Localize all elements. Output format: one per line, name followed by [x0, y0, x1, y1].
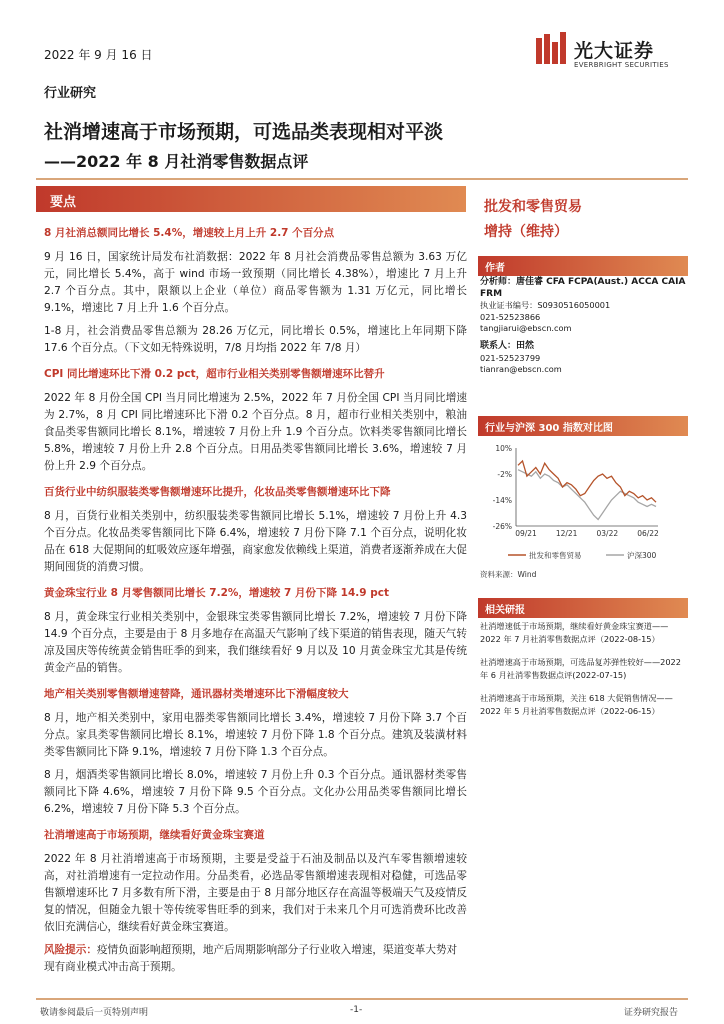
related-label: 相关研报 [485, 605, 525, 616]
y-tick-label: -26% [492, 522, 512, 531]
paragraph: 2022 年 8 月份全国 CPI 当月同比增速为 2.5%，2022 年 7 月份全国 CPI 当月同比增速为 2.7%，8 月 CPI 同比增速环比下滑 0.2 个百分点。8 月，超市行业相关类别中，粮油食品类零售额同比增长 8.1%，增速较 7 月份上升 1.9 个百分点。饮料类零售额同比增长 5.8%，增速较 7 月份上升 2.8 个百分点。日用品类零售额同比增长 3.6%，增速较 7 月份上升 2.9 个百分点。 [44, 392, 467, 472]
author-label: 作者 [485, 263, 505, 274]
paragraph: 8 月，烟酒类零售额同比增长 8.0%，增速较 7 月份上升 0.3 个百分点。通讯器材类零售额同比下降 4.6%，增速较 7 月份下降 9.5 个百分点。文化办公用品类零售额同比增长 6.2%，增速较 7 月份下降 5.3 个百分点。 [44, 769, 467, 815]
license-number: 执业证书编号：S0930516050001 [480, 300, 611, 311]
section-heading: 社消增速高于市场预期，继续看好黄金珠宝赛道 [44, 829, 265, 841]
risk-warning [44, 942, 467, 976]
y-tick-label: -2% [497, 470, 512, 479]
section-heading: CPI 同比增速环比下滑 0.2 pct，超市行业相关类别零售额增速环比替升 [44, 368, 385, 380]
section-heading: 百货行业中纺织服装类零售额增速环比提升，化妆品类零售额增速环比下降 [44, 486, 391, 498]
report-title: 社消增速高于市场预期，可选品类表现相对平淡 [44, 121, 444, 143]
main-content [44, 216, 467, 976]
section-heading: 黄金珠宝行业 8 月零售额同比增长 7.2%，增速较 7 月份下降 14.9 pct [44, 587, 389, 599]
footer-disclaimer: 敬请参阅最后一页特别声明 [40, 1008, 149, 1018]
risk-text: 疫情负面影响超预期，地产后周期影响部分子行业收入增速，渠道变革大势对现有商业模式冲击高于预期。 [44, 944, 458, 973]
section-4 [44, 586, 467, 677]
related-report-item[interactable]: 社消增速高于市场预期，关注 618 大促销售情况——2022 年 5 月社消零售数据点评（2022-06-15） [480, 693, 673, 716]
author-info [480, 277, 690, 376]
chart-banner [478, 416, 688, 436]
paragraph: 1-8 月，社会消费品零售总额为 28.26 万亿元，同比增长 0.5%，增速比上年同期下降 17.6 个百分点。（下文如无特殊说明，7/8 月均指 2022 年 7/8 月） [44, 325, 467, 354]
section-1 [44, 226, 467, 357]
analyst-phone: 021-52523866 [480, 311, 541, 322]
contact-email[interactable]: tianran@ebscn.com [480, 364, 562, 375]
x-tick-label: 03/22 [596, 529, 619, 538]
analyst-line: 分析师：唐佳睿 CFA FCPA(Aust.) ACCA CAIA FRM [480, 277, 686, 299]
legend-label: 沪深300 [627, 551, 657, 560]
industry-rating: 增持（维持） [484, 224, 568, 240]
report-category: 行业研究 [44, 86, 97, 101]
x-tick-label: 12/21 [555, 529, 578, 538]
index-comparison-chart [478, 440, 688, 580]
y-tick-label: -14% [492, 496, 512, 505]
paragraph: 8 月，黄金珠宝行业相关类别中，金银珠宝类零售额同比增长 7.2%，增速较 7 月份下降 14.9 个百分点，主要是由于 8 月多地存在高温天气影响了线下渠道的销售表现，随天气转凉及国庆等传统黄金销售旺季的到来，我们继续看好 9 月以及 10 月黄金珠宝尤其是传统黄金产品的销售。 [44, 611, 467, 674]
y-tick-label: 10% [495, 444, 512, 453]
section-2 [44, 367, 467, 475]
x-tick-label: 09/21 [515, 529, 537, 538]
section-heading: 地产相关类别零售额增速替降，通讯器材类增速环比下滑幅度较大 [44, 688, 349, 700]
paragraph: 2022 年 8 月社消增速高于市场预期，主要是受益于石油及制品以及汽车零售额增速较高，对社消增速有一定拉动作用。分品类看，必选品零售额增速表现相对稳健，可选品零售额增速环比 7 月多数有所下滑，主要是由于 8 月部分地区存在高温等极端天气及疫情反复的情况，但随金九银十等传统零售旺季的到来，我们对于未来几个月可选消费环比改善依旧充满信心，继续看好黄金珠宝赛道。 [44, 853, 467, 933]
paragraph: 8 月，地产相关类别中，家用电器类零售额同比增长 3.4%，增速较 7 月份下降 3.7 个百分点。家具类零售额同比增长 8.1%，增速较 7 月份下降 1.8 个百分点。建筑及装潢材料类零售额同比下降 9.1%，增速较 7 月份下降 1.3 个百分点。 [44, 712, 467, 758]
contact-line: 联系人：田然 [480, 340, 535, 351]
author-banner [478, 256, 688, 276]
related-banner [478, 598, 688, 618]
summary-banner [36, 186, 466, 212]
page-number: -1- [350, 1005, 363, 1015]
analyst-email[interactable]: tangjiarui@ebscn.com [480, 323, 572, 334]
logo-english-name: EVERBRIGHT SECURITIES [574, 61, 669, 69]
chart-svg [478, 440, 688, 568]
contact-phone: 021-52523799 [480, 352, 541, 363]
related-report-item[interactable]: 社消增速高于市场预期，可选品复苏弹性较好——2022 年 6 月社消零售数据点评(2022-07-15) [480, 657, 681, 680]
related-report-item[interactable]: 社消增速低于市场预期，继续看好黄金珠宝赛道——2022 年 7 月社消零售数据点评（2022-08-15） [480, 621, 669, 644]
chart-label: 行业与沪深 300 指数对比图 [485, 423, 613, 434]
summary-label: 要点 [50, 195, 77, 210]
section-3 [44, 485, 467, 576]
section-5 [44, 687, 467, 818]
section-heading: 8 月社消总额同比增长 5.4%，增速较上月上升 2.7 个百分点 [44, 227, 335, 239]
paragraph: 9 月 16 日，国家统计局发布社消数据：2022 年 8 月社会消费品零售总额为 3.63 万亿元，同比增长 5.4%，高于 wind 市场一致预期（同比增长 4.38%），增速比 7 月上升 2.7 个百分点。其中，限额以上企业（单位）商品零售额为 1.31 万亿元，同比增长 9.1%，增速比 7 月上升 1.6 个百分点。 [44, 251, 467, 314]
logo-mark-icon [536, 32, 568, 66]
related-reports [480, 620, 688, 728]
x-tick-label: 06/22 [637, 529, 659, 538]
section-6 [44, 828, 467, 936]
company-logo [536, 30, 696, 74]
series-line [518, 461, 656, 502]
header-divider [36, 178, 688, 180]
logo-name: 光大证券 [574, 40, 655, 62]
report-subtitle: ——2022 年 8 月社消零售数据点评 [44, 152, 309, 171]
risk-label: 风险提示： [44, 944, 97, 956]
footer-divider [36, 998, 688, 1000]
paragraph: 8 月，百货行业相关类别中，纺织服装类零售额同比增长 5.1%，增速较 7 月份上升 4.3 个百分点。化妆品类零售额同比下降 6.4%，增速较 7 月份下降 7.1 个百分点，说明化妆品在 618 大促期间的虹吸效应逐年增强，商家愈发依赖线上渠道，消费者逐渐养成在大促期间囤货的消费习惯。 [44, 510, 467, 573]
industry-name: 批发和零售贸易 [484, 199, 582, 215]
legend-label: 批发和零售贸易 [529, 551, 582, 560]
footer-brand: 证券研究报告 [624, 1008, 679, 1018]
chart-source: 资料来源：Wind [480, 570, 537, 579]
report-date: 2022 年 9 月 16 日 [44, 48, 153, 62]
